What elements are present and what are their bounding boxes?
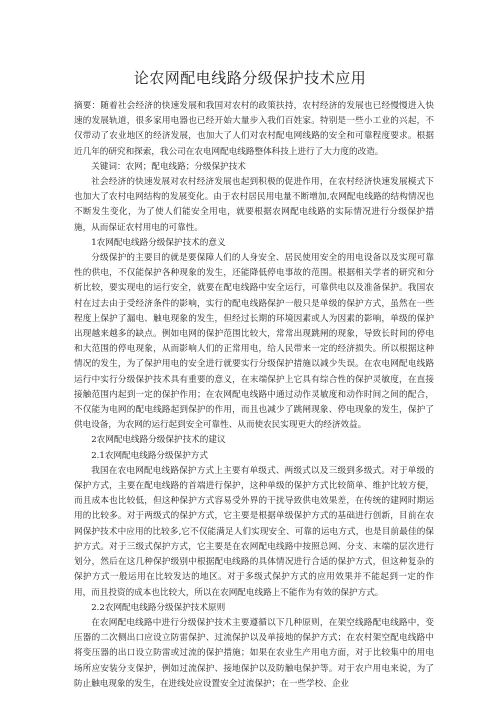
body-paragraph: 分级保护的主要目的就是要保障人们的人身安全、居民使用安全的用电设备以及实现可靠性的供电，不仅能保护各种现象的发生，还能降低停电事故的范围。根据相关学者的研究和分析比较，要实现电的运行安全，就要在配电线路中安全运行，可靠供电以及准备保护。我国农村在过去由于受经济条件的影响，实行的配电线路保护一般只是单级的保护方式，虽然在一些程度上保护了漏电、触电现象的发生，但经过长期的环境因素或人为因素的影响，单级的保护出现越来越多的缺点。例如电网的保护范围比较大，常常出现跳闸的现象，导致长时间的停电和大范围的停电现象，从而影响人们的正常用电，给人民带来一定的经济损失。所以根据这种情况的发生，为了保护用电的安全进行就要实行分级保护措施以减少失误。在农电网配电线路运行中实行分级保护技术具有重要的意义，在末端保护上它具有综合性的保护灵敏度，在直接接触范围内起到一定的保护作用；在农网配电线路中通过动作灵敏度和动作时间之间的配合，不仅能为电网的配电线路起到保护的作用，而且也减少了跳闸现象、停电现象的发生，保护了供电设备，为农网的运行起到安全可靠性、从而使农民实现更大的经济效益。 <box>74 253 434 431</box>
subsection-heading-2-2: 2.2农网配电线路分级保护技术原则 <box>91 602 226 613</box>
subsection-heading-2-1: 2.1农网配电线路分级保护方式 <box>91 450 208 461</box>
section-heading-2: 2农网配电线路分级保护技术的建议 <box>91 435 226 446</box>
document-title: 论农网配电线路分级保护技术应用 <box>133 69 367 88</box>
body-paragraph: 我国在农电网配电线路保护方式上主要有单级式、两级式以及三级到多级式。对于单级的保护方式，主要在配电线路的首端进行保护，这种单级的保护方式比较简单、维护比较方便，而且成本也比较低，但这种保护方式容易受外界的干扰导致供电效果差，在传统的建网时期运用的比较多。对于两级式的保护方式，它主要是根据单级保护方式的基础进行创新，目前在农网保护技术中应用的比较多,它不仅能满足人们实现安全、可靠的运电方式，也是目前最佳的保护方式。对于三级式保护方式，它主要是在农网配电线路中按照总网、分支、末端的层次进行划分，然后在这几种保护级别中根据配电线路的具体情况进行合适的保护方式，但这种复杂的保护方式一般运用在比较发达的地区。对于多级式保护方式的应用效果并不能起到一定的作用，而且投资的成本也比较大，所以在农网配电线路上不能作为有效的保护方式。 <box>74 465 434 598</box>
section-heading-1: 1农网配电线路分级保护技术的意义 <box>91 237 226 248</box>
abstract-paragraph: 摘要：随着社会经济的快速发展和我国对农村的政策扶持，农村经济的发展也已经慢慢进入快速的发展轨道，很多家用电器也已经开始大量步入我们百姓家。特别是一些小工业的兴起，不仅带动了农业地区的经济发展，也加大了人们对农村配电网线路的安全和可靠程度要求。根据近几年的研究和探索，我公司在农电网配电线路整体科技上进行了大力度的改造。 <box>74 101 434 157</box>
body-paragraph: 在农网配电线路中进行分级保护技术主要遵循以下几种原则，在架空线路配电线路中，变压器的二次侧出口应设立防雷保护、过流保护以及单接地的保护方式；在农村架空配电线路中将变压器的出口设立防雷或过流的保护措施；如果在农业生产用电方面，对于比较集中的用电场所应安装分支保护，例如过流保护、接地保护以及防触电保护等。对于农户用电来说，为了防止触电现象的发生，在进线处应设置安全过流保护；在一些学校、企业 <box>74 617 434 689</box>
intro-paragraph: 社会经济的快速发展对农村经济发展也起到积极的促进作用，在农村经济快速发展模式下也加大了农村电网结构的发展变化。由于农村居民用电量不断增加,农网配电线路的结构情况也不断发生变化，为了使人们能安全用电，就要根据农网配电线路的实际情况进行分级保护措施，从而保证农村用电的可靠性。 <box>74 177 434 233</box>
document-body <box>74 99 434 692</box>
keywords-line: 关键词：农网；配电线路；分级保护技术 <box>91 161 246 172</box>
